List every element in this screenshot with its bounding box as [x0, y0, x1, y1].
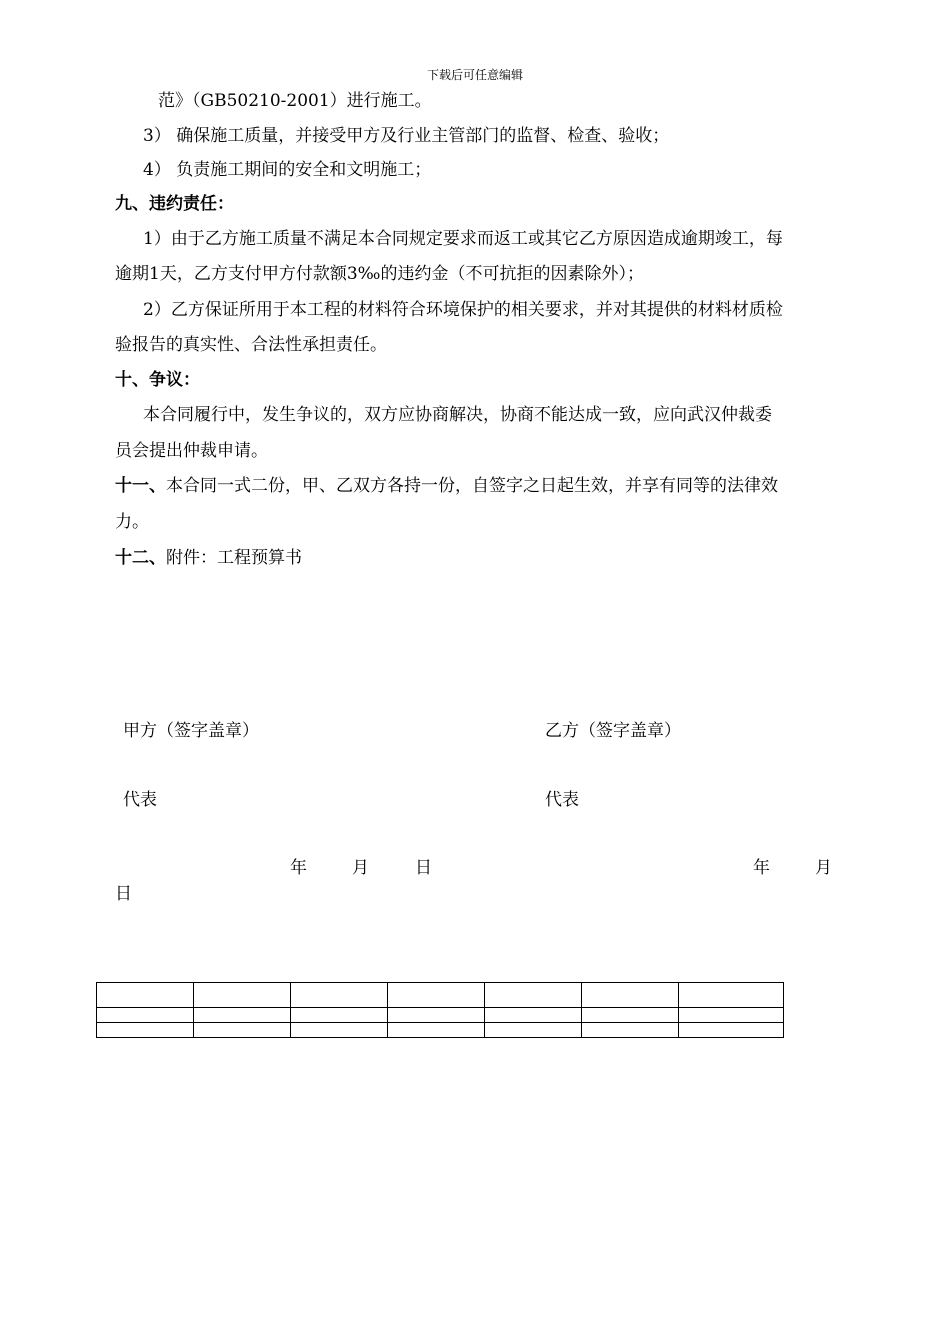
clause8-item3: 3） 确保施工质量，并接受甲方及行业主管部门的监督、检查、验收； — [143, 126, 670, 146]
table-row — [97, 1008, 784, 1023]
page-header: 下载后可任意编辑 — [426, 68, 523, 82]
table-cell — [679, 1023, 784, 1038]
table-cell — [388, 1023, 485, 1038]
table-cell — [291, 1023, 388, 1038]
clause12-line — [115, 547, 302, 569]
table-cell — [97, 983, 194, 1008]
table-cell — [582, 1008, 679, 1023]
table-cell — [291, 983, 388, 1008]
clause11-body: 本合同一式二份，甲、乙双方各持一份，自签字之日起生效，并享有同等的法律效 — [166, 476, 778, 496]
table-cell — [485, 1023, 582, 1038]
party-b-date-year: 年 — [753, 858, 770, 878]
table-cell — [194, 983, 291, 1008]
table-cell — [485, 983, 582, 1008]
table-cell — [485, 1008, 582, 1023]
clause10-title: 十、争议： — [115, 370, 200, 390]
party-b-date-day: 日 — [115, 884, 132, 904]
clause9-item2-line1: 2）乙方保证所用于本工程的材料符合环境保护的相关要求，并对其提供的材料材质检 — [143, 300, 783, 320]
table-cell — [582, 1023, 679, 1038]
clause9-item1-line2: 逾期1天，乙方支付甲方付款额3‰的违约金（不可抗拒的因素除外）； — [115, 264, 644, 284]
empty-grid-table — [96, 982, 784, 1038]
clause9-item2-line2: 验报告的真实性、合法性承担责任。 — [115, 335, 387, 355]
party-a-date-year: 年 — [290, 858, 307, 878]
table-row — [97, 1023, 784, 1038]
table-cell — [194, 1023, 291, 1038]
table-cell — [679, 1008, 784, 1023]
clause12-label: 十二、 — [115, 548, 166, 568]
clause12-body: 附件：工程预算书 — [166, 548, 302, 568]
table-cell — [194, 1008, 291, 1023]
clause11-label: 十一、 — [115, 476, 166, 496]
clause10-body-line2: 员会提出仲裁申请。 — [115, 441, 268, 461]
clause8-continuation: 范》（GB50210-2001）进行施工。 — [158, 91, 432, 111]
clause9-item1-line1: 1）由于乙方施工质量不满足本合同规定要求而返工或其它乙方原因造成逾期竣工，每 — [143, 229, 783, 249]
party-a-signature-label: 甲方（签字盖章） — [123, 721, 259, 741]
table-cell — [97, 1023, 194, 1038]
party-b-signature-label: 乙方（签字盖章） — [545, 721, 681, 741]
table-cell — [582, 983, 679, 1008]
party-a-date-day: 日 — [415, 858, 432, 878]
table-cell — [388, 983, 485, 1008]
party-b-date-month: 月 — [815, 858, 832, 878]
table-cell — [679, 983, 784, 1008]
clause8-item4: 4） 负责施工期间的安全和文明施工； — [143, 160, 432, 180]
clause11-line2: 力。 — [115, 512, 149, 532]
table-cell — [97, 1008, 194, 1023]
clause9-title: 九、违约责任： — [115, 194, 234, 214]
clause11-line1 — [115, 475, 778, 497]
party-a-date-month: 月 — [352, 858, 369, 878]
table-cell — [291, 1008, 388, 1023]
clause10-body-line1: 本合同履行中，发生争议的，双方应协商解决，协商不能达成一致，应向武汉仲裁委 — [143, 405, 772, 425]
party-b-representative-label: 代表 — [545, 790, 579, 810]
party-a-representative-label: 代表 — [123, 790, 157, 810]
table-cell — [388, 1008, 485, 1023]
table-row — [97, 983, 784, 1008]
